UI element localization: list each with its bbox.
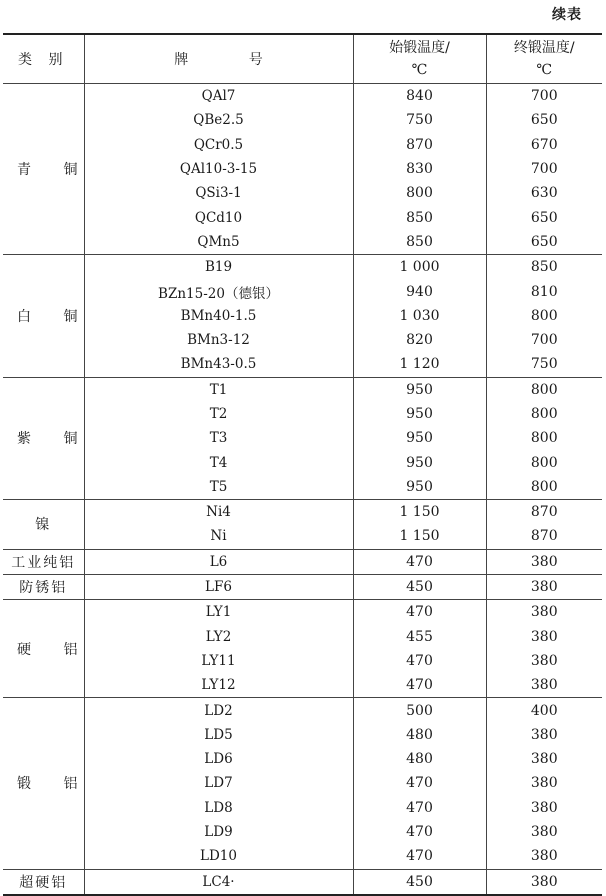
start-temp-cell: 470 — [353, 673, 486, 698]
end-temp-cell: 700 — [486, 328, 602, 352]
table-row — [3, 402, 602, 426]
start-temp-cell: 820 — [353, 328, 486, 352]
end-temp-cell: 400 — [486, 698, 602, 723]
table-row — [3, 279, 602, 303]
end-temp-cell: 650 — [486, 108, 602, 132]
end-temp-column-header — [486, 34, 602, 84]
grade-cell: BMn43-0.5 — [84, 352, 353, 377]
start-temp-cell: 470 — [353, 796, 486, 820]
table-row — [3, 255, 602, 280]
grade-cell: LY12 — [84, 673, 353, 698]
table-row — [3, 377, 602, 402]
end-temp-cell: 380 — [486, 723, 602, 747]
category-cell: 工业纯铝 — [3, 549, 84, 574]
table-row — [3, 352, 602, 377]
end-temp-cell: 700 — [486, 84, 602, 109]
start-temp-header-line1: 始锻温度/ — [389, 40, 450, 56]
table-row — [3, 304, 602, 328]
grade-cell: T4 — [84, 450, 353, 474]
grade-cell: LY2 — [84, 625, 353, 649]
start-temp-cell: 480 — [353, 723, 486, 747]
table-row — [3, 205, 602, 229]
grade-header-text: 牌 号 — [174, 52, 291, 68]
grade-cell: QCr0.5 — [84, 133, 353, 157]
category-cell: 紫 铜 — [3, 377, 84, 499]
end-temp-cell: 800 — [486, 450, 602, 474]
end-temp-cell: 380 — [486, 600, 602, 625]
grade-cell: T1 — [84, 377, 353, 402]
forging-temperature-table — [3, 33, 602, 896]
table-row — [3, 450, 602, 474]
header-row — [3, 34, 602, 84]
table-header — [3, 34, 602, 84]
table-row — [3, 549, 602, 574]
start-temp-cell: 800 — [353, 181, 486, 205]
end-temp-cell: 380 — [486, 869, 602, 895]
grade-cell: BMn40-1.5 — [84, 304, 353, 328]
end-temp-cell: 380 — [486, 844, 602, 869]
grade-cell: BMn3-12 — [84, 328, 353, 352]
grade-cell: BZn15-20（德银） — [84, 279, 353, 303]
start-temp-cell: 480 — [353, 747, 486, 771]
grade-cell: LD2 — [84, 698, 353, 723]
grade-column-header — [84, 34, 353, 84]
end-temp-cell: 670 — [486, 133, 602, 157]
table-row — [3, 698, 602, 723]
category-cell: 镍 — [3, 500, 84, 550]
start-temp-cell: 1 000 — [353, 255, 486, 280]
end-temp-cell: 700 — [486, 157, 602, 181]
grade-cell: QMn5 — [84, 230, 353, 255]
grade-cell: QSi3-1 — [84, 181, 353, 205]
end-temp-cell: 650 — [486, 230, 602, 255]
start-temp-cell: 830 — [353, 157, 486, 181]
start-temp-cell: 1 150 — [353, 500, 486, 525]
grade-cell: LY1 — [84, 600, 353, 625]
start-temp-header-unit: ℃ — [411, 62, 428, 78]
category-cell: 青 铜 — [17, 162, 92, 179]
grade-cell: QAl10-3-15 — [84, 157, 353, 181]
end-temp-cell: 380 — [486, 649, 602, 673]
table-row — [3, 747, 602, 771]
start-temp-cell: 950 — [353, 426, 486, 450]
start-temp-cell: 850 — [353, 230, 486, 255]
table-body — [3, 84, 602, 895]
start-temp-cell: 750 — [353, 108, 486, 132]
table-row — [3, 625, 602, 649]
table-row — [3, 723, 602, 747]
grade-cell: Ni — [84, 524, 353, 549]
end-temp-cell: 380 — [486, 796, 602, 820]
end-temp-cell: 800 — [486, 402, 602, 426]
end-temp-cell: 850 — [486, 255, 602, 280]
end-temp-cell: 800 — [486, 426, 602, 450]
grade-cell: T2 — [84, 402, 353, 426]
end-temp-cell: 380 — [486, 625, 602, 649]
end-temp-cell: 750 — [486, 352, 602, 377]
end-temp-cell: 800 — [486, 475, 602, 500]
start-temp-cell: 470 — [353, 549, 486, 574]
table-row — [3, 84, 602, 109]
table-row — [3, 869, 602, 895]
grade-cell: T3 — [84, 426, 353, 450]
start-temp-cell: 470 — [353, 649, 486, 673]
grade-cell: QBe2.5 — [84, 108, 353, 132]
end-temp-cell: 870 — [486, 500, 602, 525]
start-temp-cell: 940 — [353, 279, 486, 303]
grade-cell: QAl7 — [84, 84, 353, 109]
table-row — [3, 157, 602, 181]
table-row — [3, 796, 602, 820]
table-row — [3, 649, 602, 673]
start-temp-cell: 840 — [353, 84, 486, 109]
start-temp-cell: 1 030 — [353, 304, 486, 328]
grade-cell: QCd10 — [84, 205, 353, 229]
table-row — [3, 673, 602, 698]
table-row — [3, 524, 602, 549]
table-row — [3, 475, 602, 500]
category-cell: 白 铜 — [3, 255, 84, 377]
category-cell: 硬 铝 — [3, 600, 84, 698]
start-temp-cell: 950 — [353, 402, 486, 426]
table-row — [3, 500, 602, 525]
end-temp-cell: 810 — [486, 279, 602, 303]
grade-cell: LD9 — [84, 820, 353, 844]
start-temp-cell: 870 — [353, 133, 486, 157]
table-row — [3, 181, 602, 205]
grade-cell: LC4· — [84, 869, 353, 895]
grade-cell: T5 — [84, 475, 353, 500]
end-temp-cell: 380 — [486, 574, 602, 599]
grade-cell: L6 — [84, 549, 353, 574]
table-row — [3, 230, 602, 255]
category-cell: 锻 铝 — [3, 698, 84, 869]
category-column-header — [3, 34, 84, 84]
start-temp-cell: 470 — [353, 600, 486, 625]
start-temp-cell: 1 150 — [353, 524, 486, 549]
end-temp-header-line1: 终锻温度/ — [513, 40, 575, 56]
start-temp-cell: 450 — [353, 869, 486, 895]
end-temp-header-unit: ℃ — [536, 62, 553, 78]
start-temp-cell: 470 — [353, 820, 486, 844]
end-temp-cell: 630 — [486, 181, 602, 205]
table-row — [3, 844, 602, 869]
end-temp-cell: 380 — [486, 771, 602, 795]
grade-cell: Ni4 — [84, 500, 353, 525]
table-row — [3, 600, 602, 625]
start-temp-column-header — [353, 34, 486, 84]
start-temp-cell: 950 — [353, 377, 486, 402]
grade-cell: LY11 — [84, 649, 353, 673]
end-temp-cell: 800 — [486, 377, 602, 402]
grade-cell: LD6 — [84, 747, 353, 771]
category-cell: 防锈铝 — [3, 574, 84, 599]
start-temp-cell: 455 — [353, 625, 486, 649]
table-row — [3, 133, 602, 157]
start-temp-cell: 470 — [353, 844, 486, 869]
grade-cell: LD10 — [84, 844, 353, 869]
table-row — [3, 574, 602, 599]
category-header-text: 类 别 — [18, 52, 69, 68]
end-temp-cell: 380 — [486, 820, 602, 844]
category-cell: 超硬铝 — [3, 869, 84, 895]
start-temp-cell: 500 — [353, 698, 486, 723]
table-row — [3, 771, 602, 795]
table-row — [3, 820, 602, 844]
end-temp-cell: 380 — [486, 549, 602, 574]
grade-cell: LD5 — [84, 723, 353, 747]
grade-cell: LF6 — [84, 574, 353, 599]
grade-cell: B19 — [84, 255, 353, 280]
table-row — [3, 108, 602, 132]
table-row — [3, 328, 602, 352]
start-temp-cell: 850 — [353, 205, 486, 229]
end-temp-cell: 380 — [486, 673, 602, 698]
start-temp-cell: 1 120 — [353, 352, 486, 377]
grade-cell: LD7 — [84, 771, 353, 795]
continued-table-label: 续表 — [552, 7, 582, 23]
end-temp-cell: 800 — [486, 304, 602, 328]
end-temp-cell: 650 — [486, 205, 602, 229]
table-row — [3, 426, 602, 450]
start-temp-cell: 950 — [353, 475, 486, 500]
grade-cell: LD8 — [84, 796, 353, 820]
start-temp-cell: 470 — [353, 771, 486, 795]
start-temp-cell: 950 — [353, 450, 486, 474]
end-temp-cell: 870 — [486, 524, 602, 549]
end-temp-cell: 380 — [486, 747, 602, 771]
start-temp-cell: 450 — [353, 574, 486, 599]
